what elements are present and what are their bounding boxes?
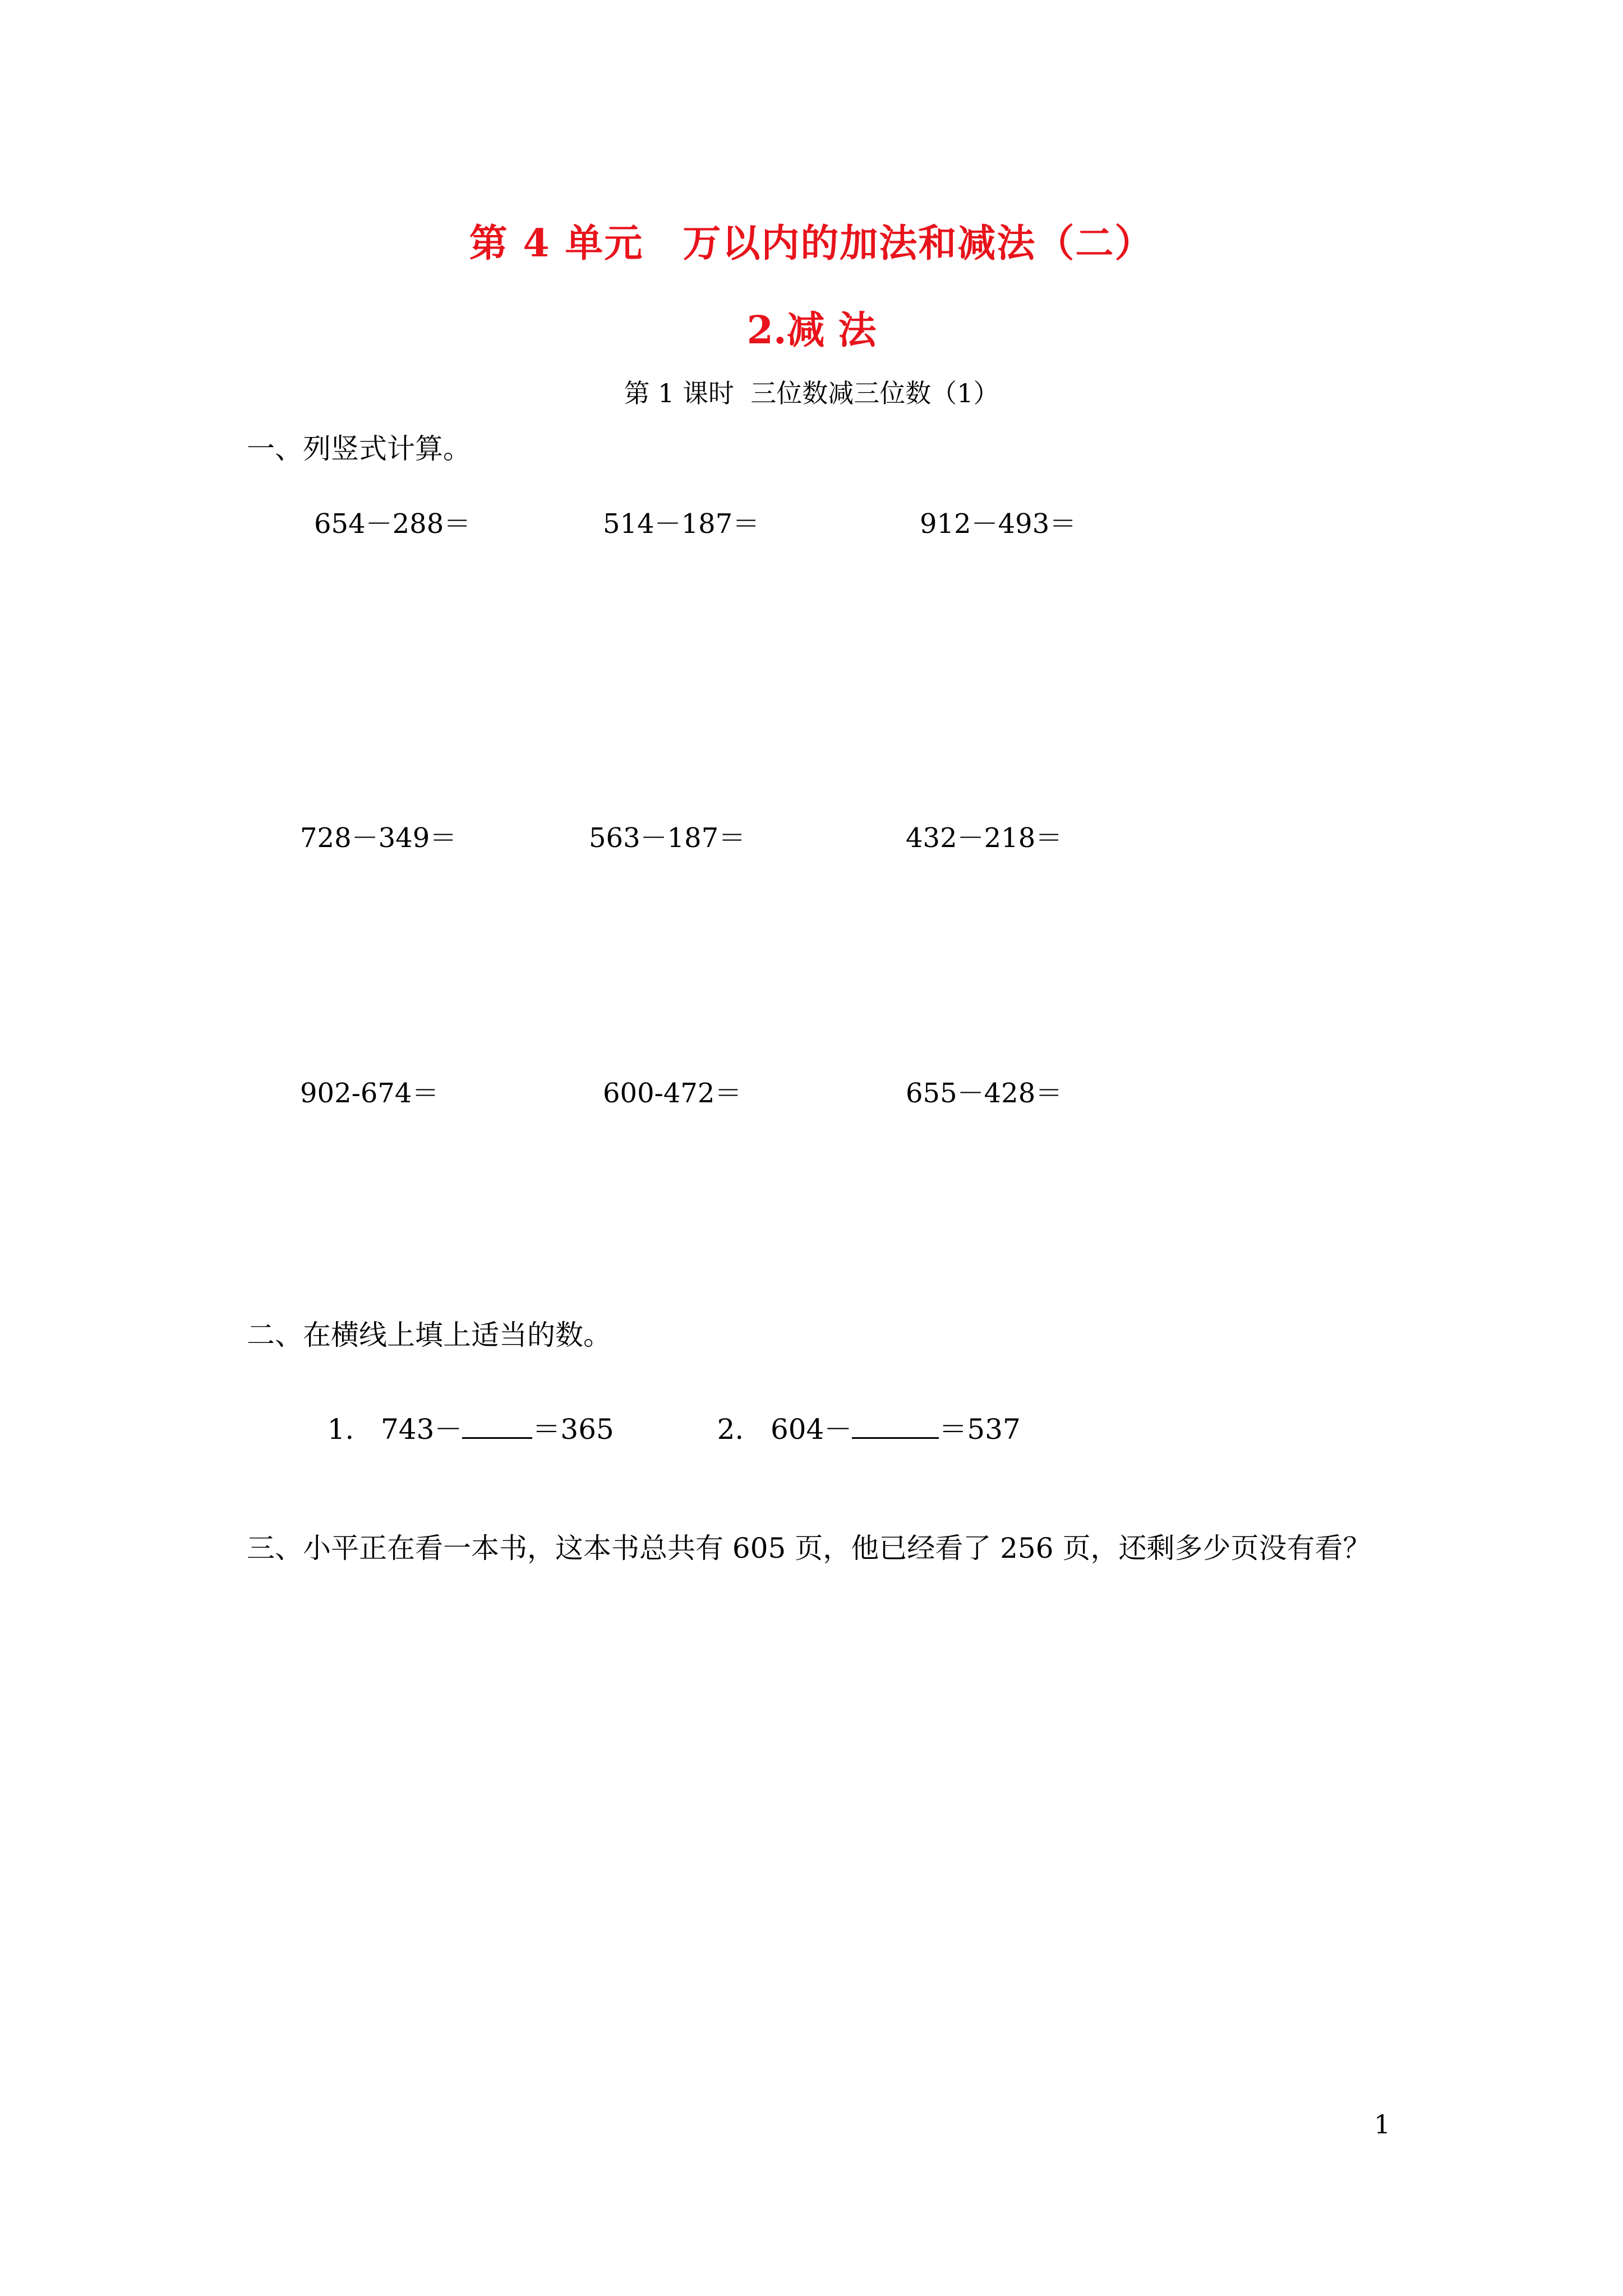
problem-1-3: 912－493＝ [920, 508, 1077, 540]
fill-in-item-2 [681, 1374, 1021, 1480]
section-1-heading: 一、列竖式计算。 [247, 432, 471, 465]
fill-in-item-1 [292, 1374, 614, 1480]
item-expression-end: ＝365 [532, 1413, 614, 1446]
section-subtitle: 2.减 法 [746, 308, 877, 353]
unit-title: 第 4 单元 万以内的加法和减法（二） [469, 221, 1154, 266]
lesson-title: 第 1 课时 三位数减三位数（1） [624, 378, 999, 408]
item-expression-start: 743－ [380, 1413, 463, 1446]
problem-3-3: 655－428＝ [906, 1078, 1063, 1109]
problem-1-2: 514－187＝ [603, 508, 760, 540]
problem-2-3: 432－218＝ [906, 822, 1063, 854]
problem-1-1: 654－288＝ [314, 508, 471, 540]
item-expression-end: ＝537 [939, 1413, 1021, 1446]
problem-2-2: 563－187＝ [589, 822, 746, 854]
page-number: 1 [1374, 2109, 1391, 2139]
problem-3-2: 600-472＝ [603, 1078, 742, 1109]
section-3-heading: 三、小平正在看一本书，这本书总共有 605 页，他已经看了 256 页，还剩多少页没有看？ [247, 1532, 1371, 1565]
item-expression-start: 604－ [770, 1413, 852, 1446]
problem-2-1: 728－349＝ [300, 822, 457, 854]
item-number: 2. [717, 1413, 744, 1446]
answer-blank-2[interactable] [852, 1412, 939, 1439]
section-2-heading: 二、在横线上填上适当的数。 [247, 1319, 611, 1351]
item-number: 1. [327, 1413, 354, 1446]
answer-blank-1[interactable] [462, 1412, 532, 1439]
problem-3-1: 902-674＝ [300, 1078, 439, 1109]
